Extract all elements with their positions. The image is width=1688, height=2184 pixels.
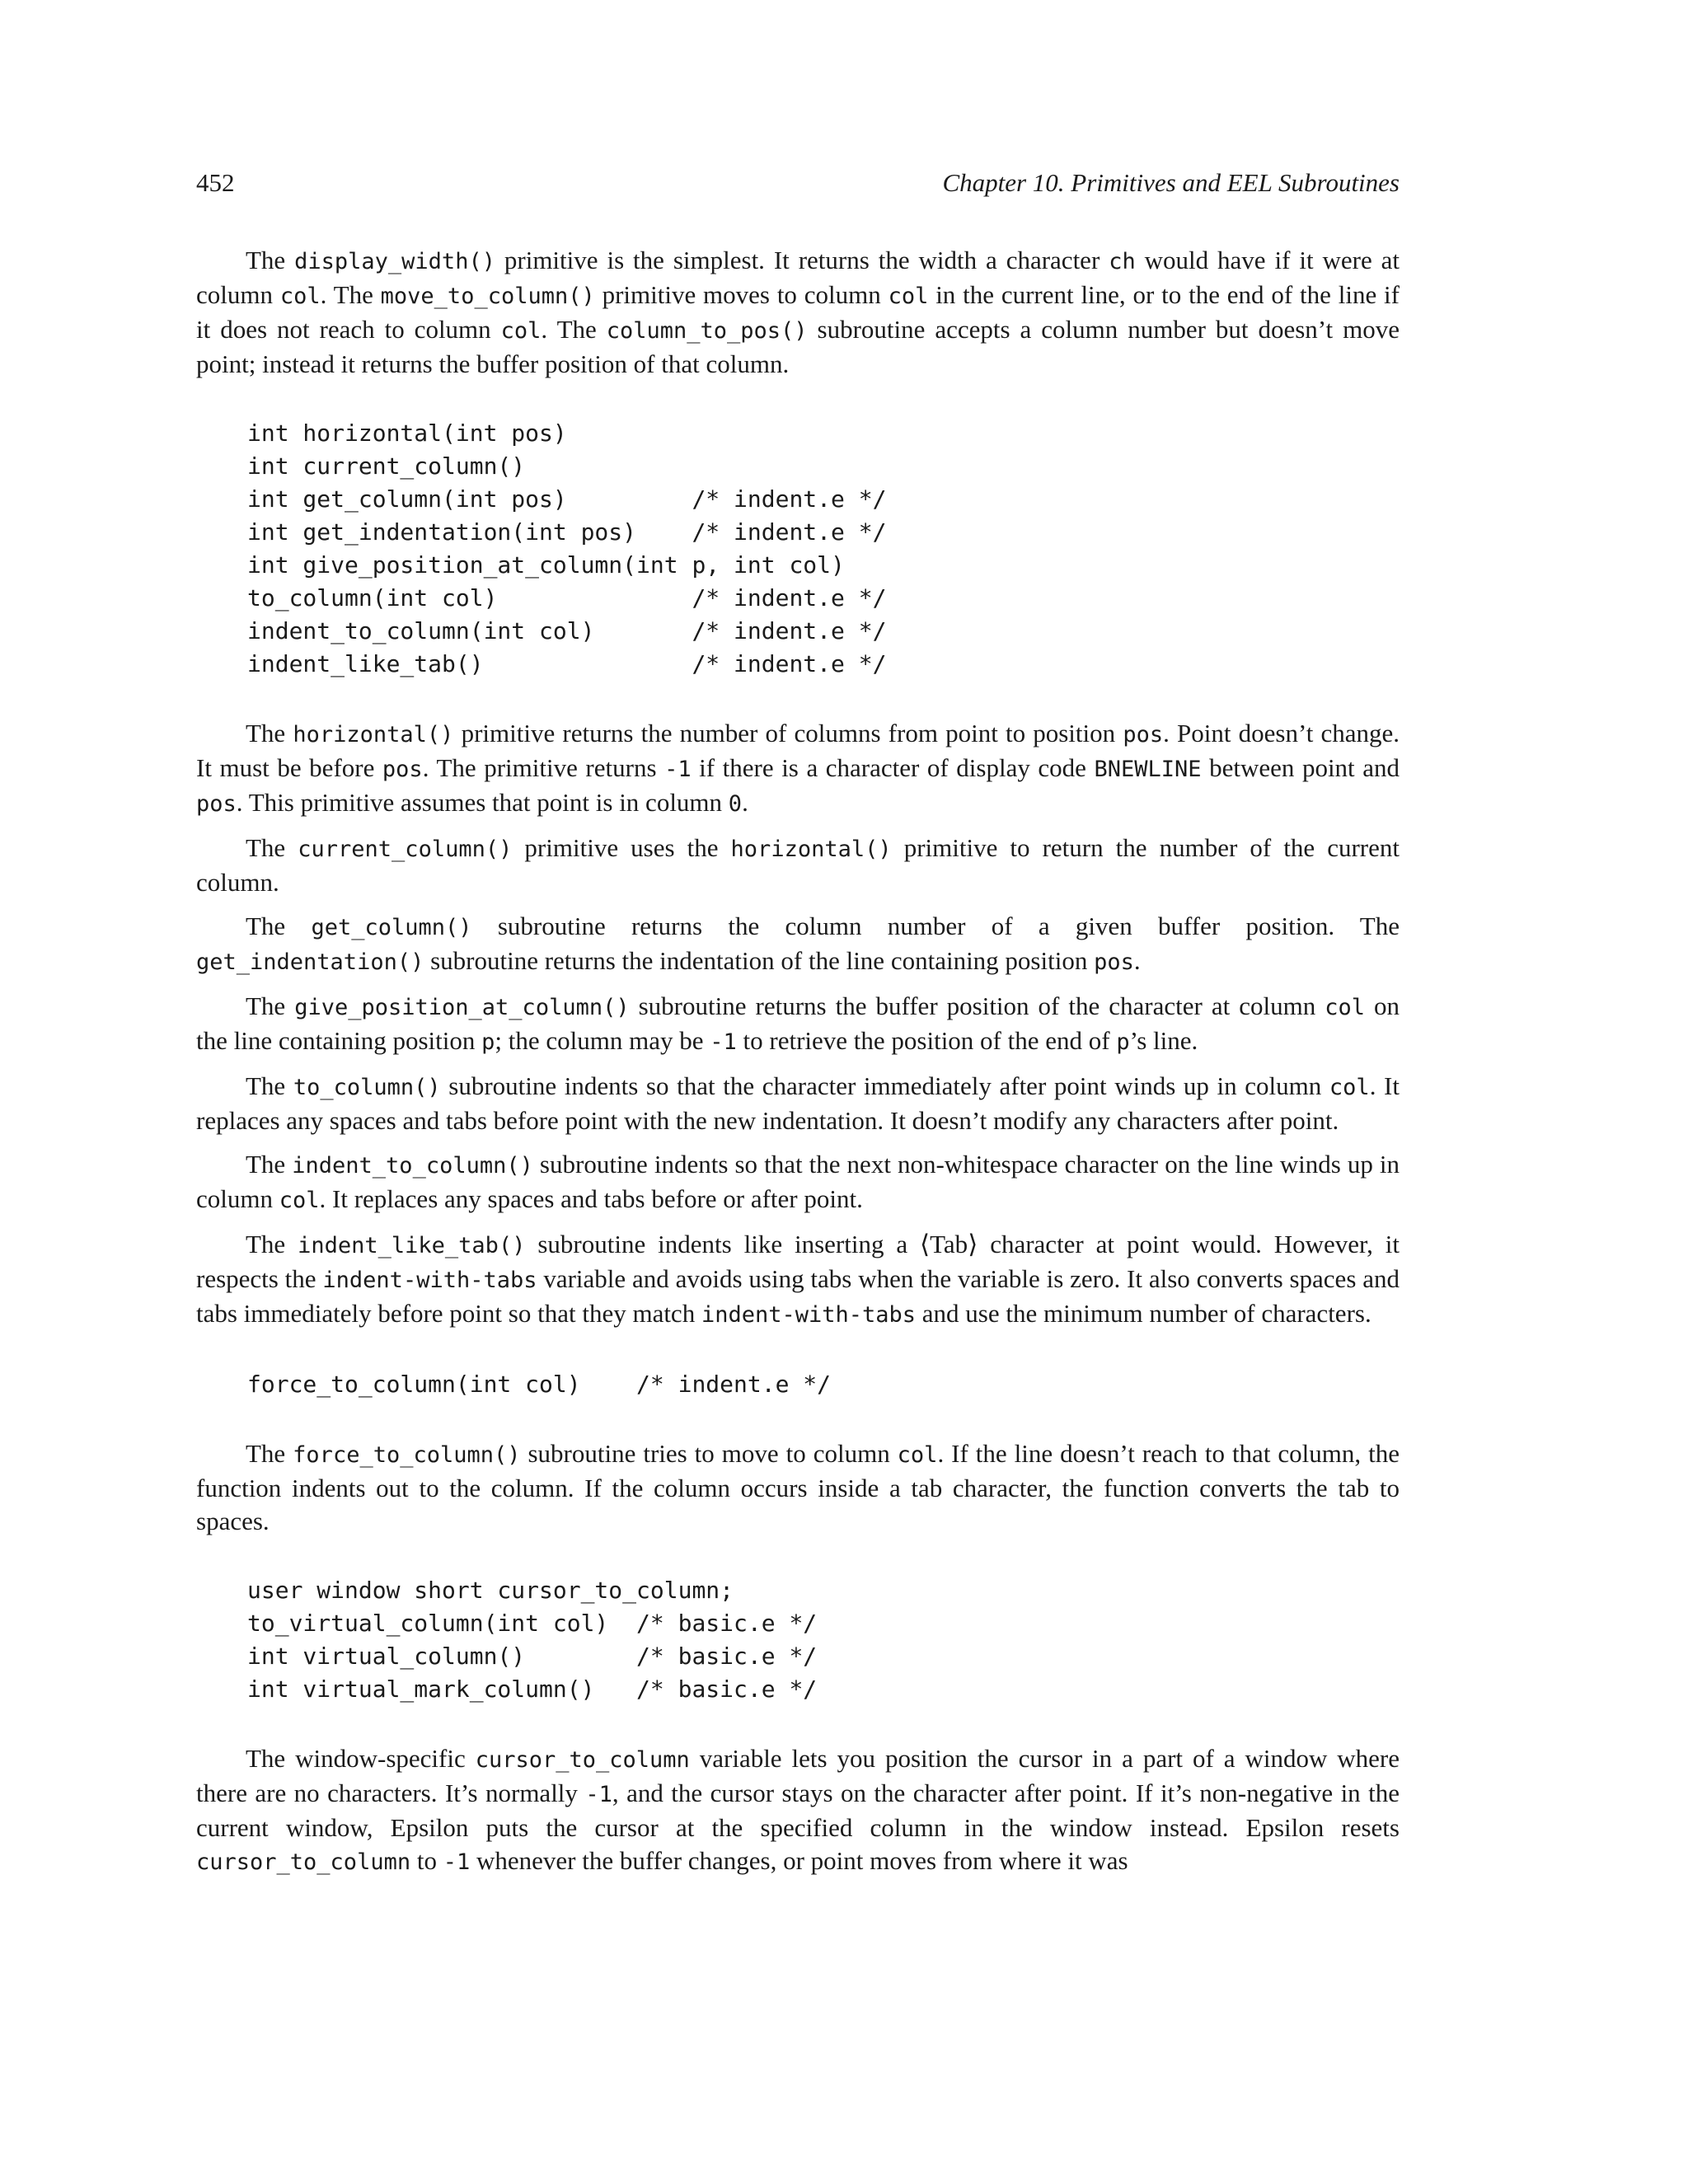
paragraph-indent-to-column: The indent_to_column() subroutine indents so that the next non-whitespace character on the line winds up in column col. It replaces any spaces and tabs before or after point. xyxy=(196,1150,1400,1213)
code-block-virtual-column xyxy=(247,1574,1400,1706)
chapter-title: Chapter 10. Primitives and EEL Subroutines xyxy=(942,168,1400,197)
code-block-force-to-column xyxy=(247,1368,1400,1401)
code-line: to_column(int col) /* indent.e */ xyxy=(247,584,887,612)
code-line: force_to_column(int col) /* indent.e */ xyxy=(247,1371,832,1398)
tab-key-label: ⟨ Tab ⟩ xyxy=(920,1230,978,1258)
page-number: 452 xyxy=(196,168,235,197)
code-line: int give_position_at_column(int p, int col) xyxy=(247,551,845,579)
code-line: int get_indentation(int pos) /* indent.e */ xyxy=(247,518,887,546)
code-line: int current_column() xyxy=(247,452,526,480)
code-line: int virtual_column() /* basic.e */ xyxy=(247,1643,818,1670)
paragraph-display-width: The display_width() primitive is the simplest. It returns the width a character ch would have if it were at column col. The move_to_column() primitive moves to column col in the current line, or to the end of the line if it does not reach to column col. The column_to_pos() subroutine accepts a column number but doesn’t move point; instead it returns the buffer position of that column. xyxy=(196,246,1400,378)
paragraph-cursor-to-column: The window-specific cursor_to_column variable lets you position the cursor in a part of a window where there are no characters. It’s normally -1, and the cursor stays on the character after point. If it’s non-negative in the current window, Epsilon puts the cursor at the specified column in the window instead. Epsilon resets cursor_to_column to -1 whenever the buffer changes, or point moves from where it was xyxy=(196,1744,1400,1875)
code-line: int get_column(int pos) /* indent.e */ xyxy=(247,485,887,513)
paragraph-get-column: The get_column() subroutine returns the column number of a given buffer position. The get_indentation() subroutine returns the indentation of the line containing position pos. xyxy=(196,912,1400,975)
code-line: indent_like_tab() /* indent.e */ xyxy=(247,650,887,677)
code-line: int horizontal(int pos) xyxy=(247,419,567,447)
paragraph-horizontal: The horizontal() primitive returns the number of columns from point to position pos. Point doesn’t change. It must be before pos. The primitive returns -1 if there is a character of display code BNEWLINE between point and pos. This primitive assumes that point is in column 0. xyxy=(196,719,1400,817)
paragraph-force-to-column: The force_to_column() subroutine tries to move to column col. If the line doesn’t reach to that column, the function indents out to the column. If the column occurs inside a tab character, the function converts the tab to spaces. xyxy=(196,1439,1400,1535)
code-block-column-functions xyxy=(247,417,1400,681)
code-line: to_virtual_column(int col) /* basic.e */ xyxy=(247,1610,818,1637)
code-line: indent_to_column(int col) /* indent.e */ xyxy=(247,617,887,644)
code-line: int virtual_mark_column() /* basic.e */ xyxy=(247,1675,818,1703)
running-header xyxy=(196,168,1400,209)
paragraph-indent-like-tab: The indent_like_tab() subroutine indents like inserting a ⟨ Tab ⟩ character at point would. However, it respects the indent-with-tabs variable and avoids using tabs when the variable is zero. It also converts spaces and tabs immediately before point so that they match indent-with-tabs and use the minimum number of characters. xyxy=(196,1228,1400,1332)
page-body xyxy=(196,244,1400,1890)
paragraph-give-position: The give_position_at_column() subroutine returns the buffer position of the character at column col on the line containing position p; the column may be -1 to retrieve the position of the end of p’s line. xyxy=(196,991,1400,1055)
paragraph-to-column: The to_column() subroutine indents so that the character immediately after point winds up in column col. It replaces any spaces and tabs before point with the new indentation. It doesn’t modify any characters after point. xyxy=(196,1071,1400,1135)
code-line: user window short cursor_to_column; xyxy=(247,1577,734,1604)
paragraph-current-column: The current_column() primitive uses the horizontal() primitive to return the number of the current column. xyxy=(196,833,1400,897)
